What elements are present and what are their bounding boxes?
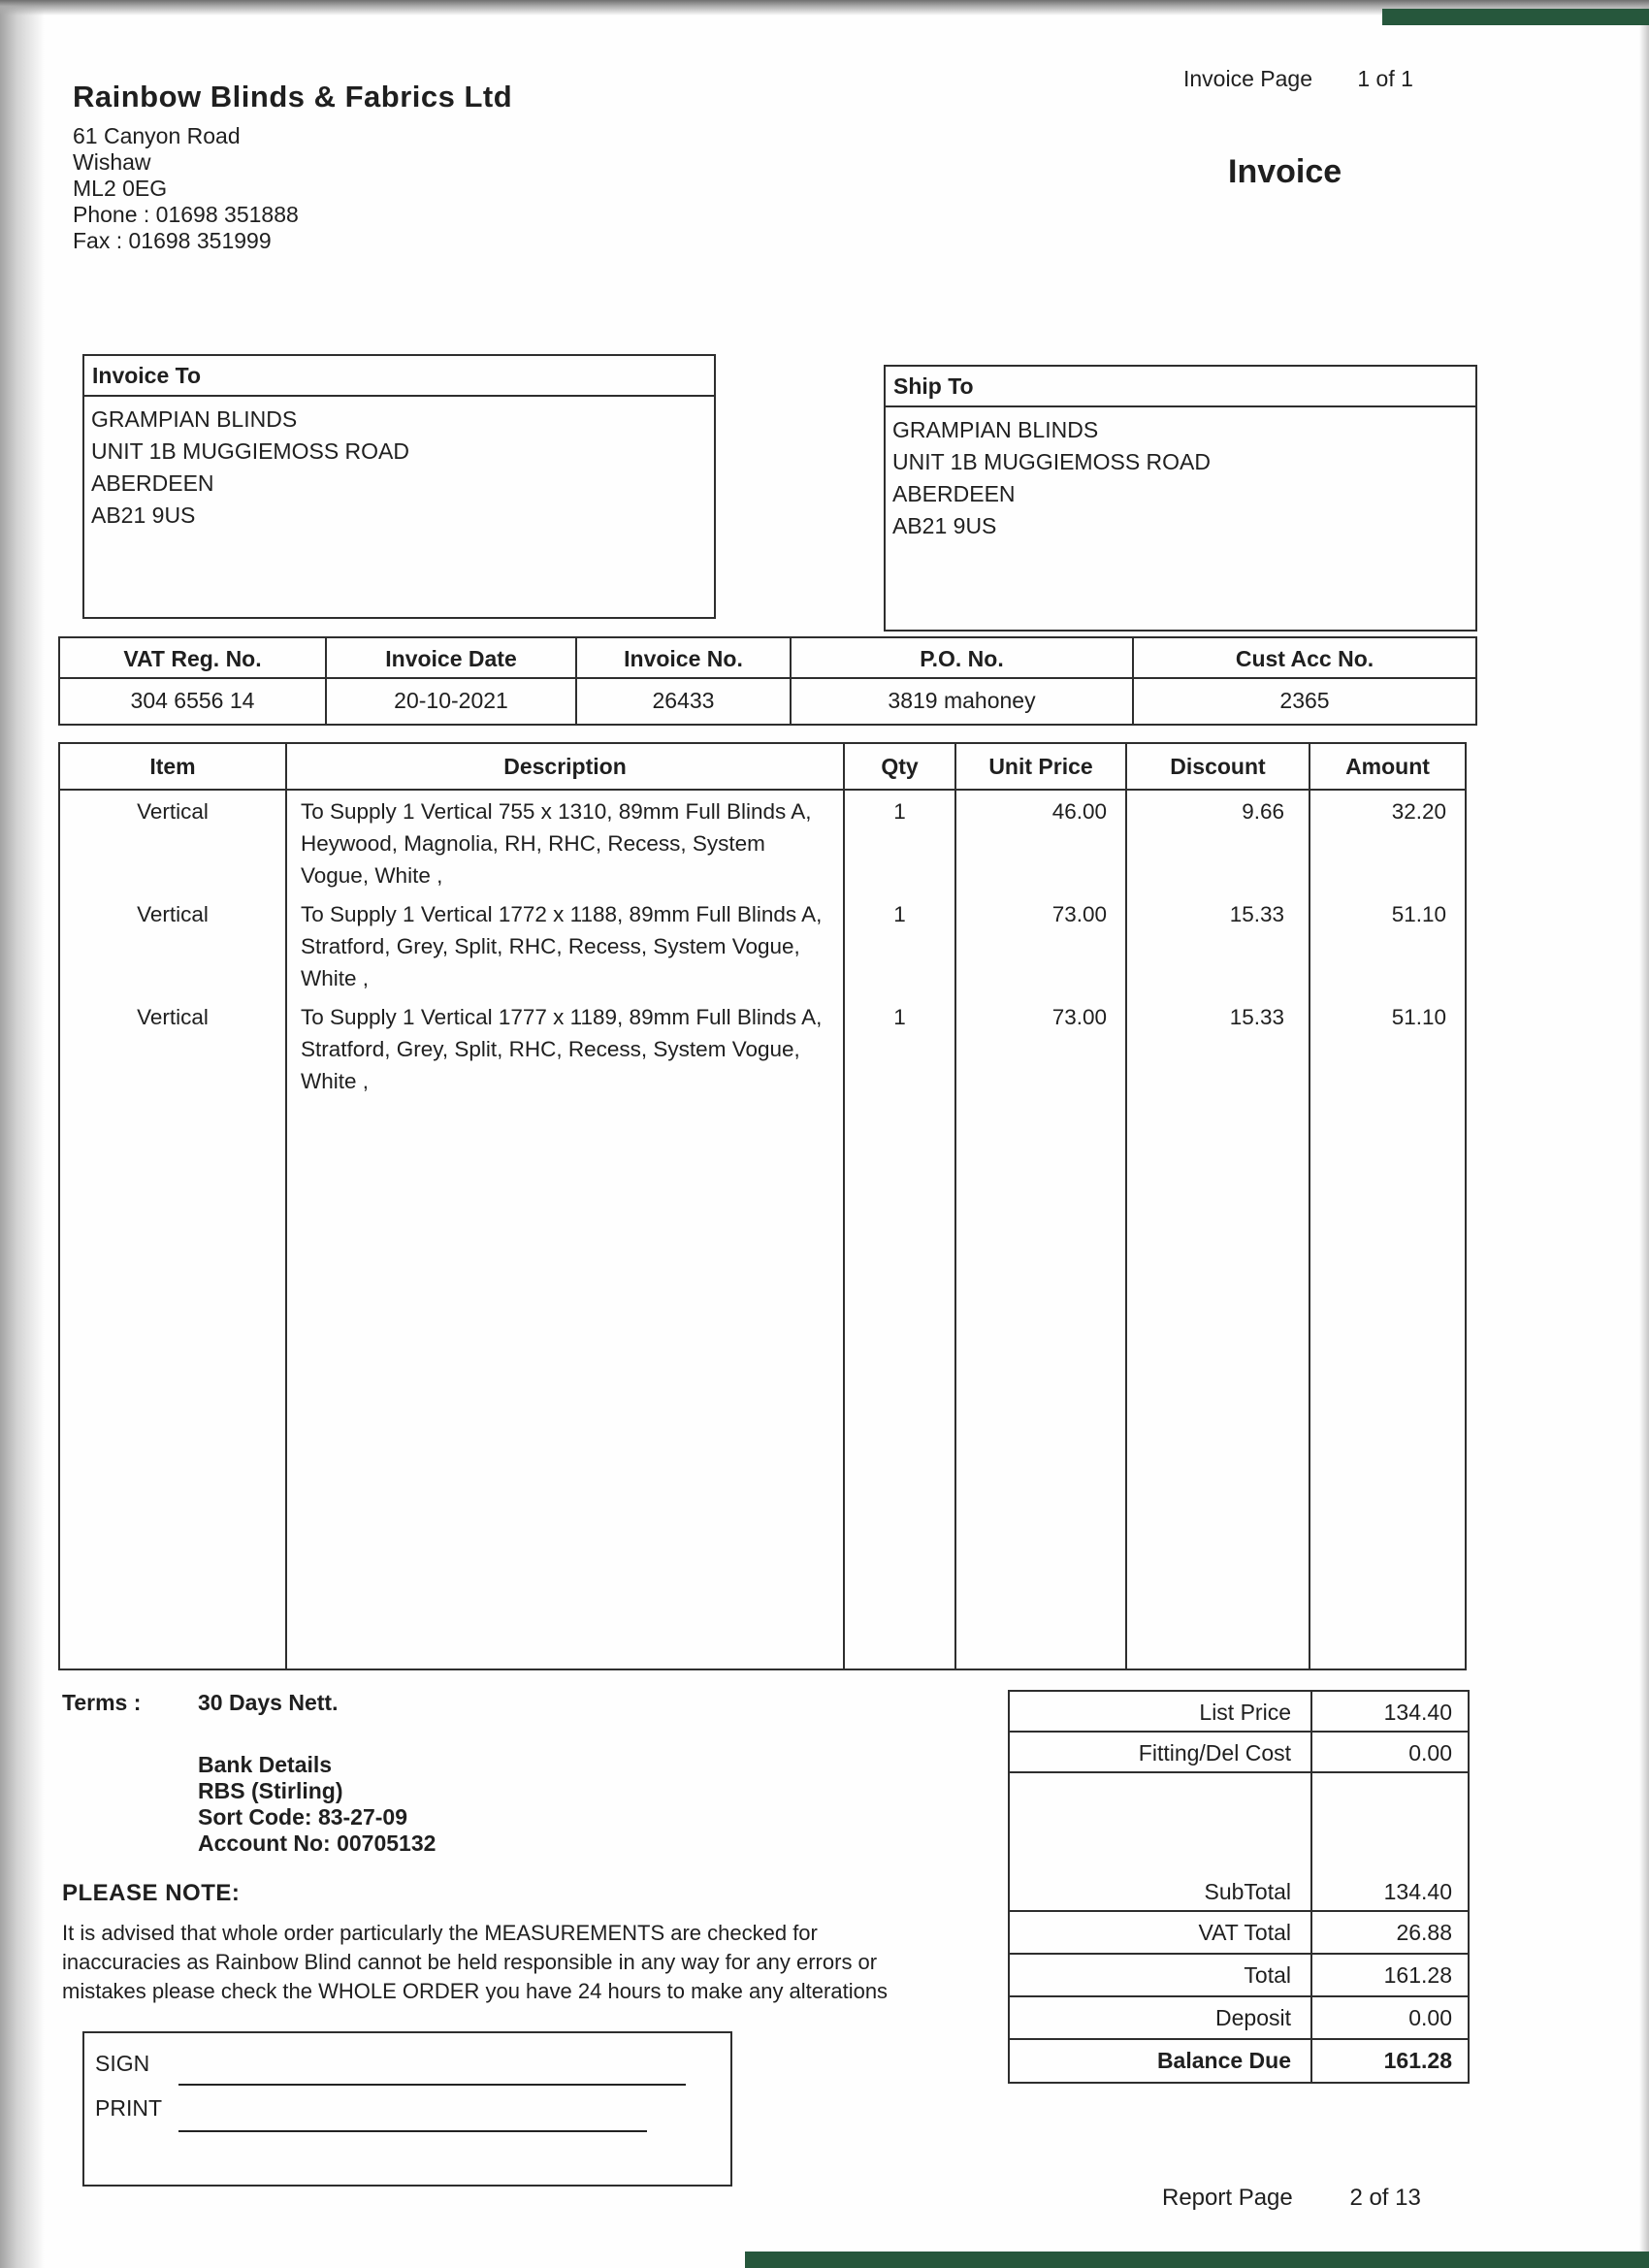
company-phone: Phone : 01698 351888 bbox=[73, 202, 299, 227]
bank-details-title: Bank Details bbox=[198, 1752, 333, 1777]
meta-header-invoice-no: Invoice No. bbox=[577, 638, 792, 679]
company-address-line: Wishaw bbox=[73, 149, 151, 175]
invoice-to-label: Invoice To bbox=[84, 356, 714, 397]
totals-value: 26.88 bbox=[1396, 1920, 1452, 1945]
sign-label: SIGN bbox=[95, 2051, 150, 2076]
report-page-label: Report Page bbox=[1162, 2185, 1293, 2211]
terms-value: 30 Days Nett. bbox=[198, 1690, 339, 1715]
totals-value: 0.00 bbox=[1408, 2005, 1452, 2030]
totals-label: Balance Due bbox=[1156, 2048, 1291, 2073]
item-unit-price-cell: 46.00 bbox=[956, 791, 1127, 893]
scan-edge-left bbox=[0, 0, 45, 2268]
terms-label: Terms : bbox=[62, 1690, 142, 1715]
ship-to-line: UNIT 1B MUGGIEMOSS ROAD bbox=[892, 449, 1212, 474]
totals-label: Deposit bbox=[1215, 2005, 1291, 2030]
items-header-amount: Amount bbox=[1345, 754, 1430, 779]
invoice-meta-table bbox=[58, 636, 1477, 726]
meta-value-invoice-date: 20-10-2021 bbox=[327, 679, 577, 724]
company-address-line: 61 Canyon Road bbox=[73, 123, 241, 148]
item-amount-cell: 51.10 bbox=[1391, 1005, 1446, 1029]
item-discount-cell: 15.33 bbox=[1127, 996, 1310, 1099]
totals-label: Fitting/Del Cost bbox=[1138, 1740, 1291, 1766]
meta-header-vat: VAT Reg. No. bbox=[60, 638, 327, 679]
invoice-page-indicator bbox=[1183, 66, 1413, 92]
item-unit-price-cell: 73.00 bbox=[956, 893, 1127, 996]
totals-value: 134.40 bbox=[1383, 1879, 1452, 1904]
items-header-discount: Discount bbox=[1127, 744, 1310, 789]
please-note-title: PLEASE NOTE: bbox=[62, 1880, 241, 1906]
company-fax: Fax : 01698 351999 bbox=[73, 228, 272, 253]
totals-value: 0.00 bbox=[1408, 1740, 1452, 1766]
meta-value-invoice-no: 26433 bbox=[577, 679, 792, 724]
invoice-to-address bbox=[84, 397, 714, 532]
meta-value-po-no: 3819 mahoney bbox=[792, 679, 1134, 724]
items-filler-cell bbox=[60, 1099, 287, 1669]
meta-header-invoice-date: Invoice Date bbox=[327, 638, 577, 679]
item-description-cell: To Supply 1 Vertical 1772 x 1188, 89mm Full Blinds A, Stratford, Grey, Split, RHC, Recess, System Vogue, White , bbox=[287, 893, 845, 996]
items-filler-cell bbox=[1310, 1099, 1465, 1669]
ship-to-label: Ship To bbox=[886, 367, 1475, 407]
totals-label: Total bbox=[1244, 1962, 1291, 1988]
print-label: PRINT bbox=[95, 2095, 162, 2121]
item-discount-cell: 15.33 bbox=[1127, 893, 1310, 996]
items-header-unit-price: Unit Price bbox=[956, 744, 1127, 789]
report-page-value: 2 of 13 bbox=[1349, 2185, 1421, 2211]
scanner-artifact-bottom-right bbox=[745, 2252, 1649, 2268]
totals-value: 161.28 bbox=[1383, 2048, 1452, 2073]
invoice-page-label: Invoice Page bbox=[1183, 66, 1312, 91]
totals-value: 161.28 bbox=[1383, 1962, 1452, 1988]
item-name-cell: Vertical bbox=[60, 791, 287, 893]
line-items-table bbox=[58, 742, 1467, 1670]
item-description-cell: To Supply 1 Vertical 1777 x 1189, 89mm Full Blinds A, Stratford, Grey, Split, RHC, Recess, System Vogue, White , bbox=[287, 996, 845, 1099]
report-page-indicator bbox=[1162, 2185, 1421, 2212]
ship-to-line: GRAMPIAN BLINDS bbox=[892, 417, 1099, 442]
meta-value-vat: 304 6556 14 bbox=[60, 679, 327, 724]
totals-row-fitting-del-cost bbox=[1010, 1733, 1468, 1773]
items-filler-cell bbox=[287, 1099, 845, 1669]
item-name-cell: Vertical bbox=[60, 996, 287, 1099]
bank-details-block bbox=[198, 1752, 436, 1857]
item-unit-price-cell: 73.00 bbox=[956, 996, 1127, 1099]
ship-to-line: AB21 9US bbox=[892, 513, 997, 538]
bank-details-line: RBS (Stirling) bbox=[198, 1778, 343, 1803]
invoice-to-line: GRAMPIAN BLINDS bbox=[91, 406, 298, 432]
items-header-qty: Qty bbox=[845, 744, 956, 789]
terms-row bbox=[62, 1690, 339, 1716]
meta-header-po-no: P.O. No. bbox=[792, 638, 1134, 679]
items-header-item: Item bbox=[60, 744, 287, 789]
ship-to-address bbox=[886, 407, 1475, 542]
totals-divider bbox=[1310, 1692, 1312, 2082]
totals-row-vat-total bbox=[1010, 1912, 1468, 1955]
scanner-artifact-top-right bbox=[1382, 9, 1649, 25]
items-filler-cell bbox=[1127, 1099, 1310, 1669]
items-header-description: Description bbox=[287, 744, 845, 789]
bank-details-line: Sort Code: 83-27-09 bbox=[198, 1804, 408, 1830]
totals-label: List Price bbox=[1199, 1700, 1291, 1725]
company-block bbox=[73, 80, 513, 254]
signature-box bbox=[82, 2031, 732, 2187]
company-address-line: ML2 0EG bbox=[73, 176, 168, 201]
totals-label: VAT Total bbox=[1198, 1920, 1291, 1945]
items-filler-cell bbox=[956, 1099, 1127, 1669]
bank-details-line: Account No: 00705132 bbox=[198, 1831, 436, 1856]
totals-box bbox=[1008, 1690, 1470, 2084]
totals-row-subtotal bbox=[1010, 1871, 1468, 1912]
item-amount-cell: 32.20 bbox=[1391, 799, 1446, 824]
item-discount-cell: 9.66 bbox=[1127, 791, 1310, 893]
meta-value-cust-acc: 2365 bbox=[1279, 688, 1330, 713]
print-line bbox=[178, 2130, 647, 2132]
scan-edge-right bbox=[1639, 0, 1649, 2268]
invoice-to-box bbox=[82, 354, 716, 619]
ship-to-box bbox=[884, 365, 1477, 632]
totals-row-total bbox=[1010, 1955, 1468, 1997]
document-title: Invoice bbox=[1228, 153, 1342, 190]
company-name: Rainbow Blinds & Fabrics Ltd bbox=[73, 80, 513, 113]
items-filler-cell bbox=[845, 1099, 956, 1669]
totals-label: SubTotal bbox=[1204, 1879, 1291, 1904]
invoice-to-line: UNIT 1B MUGGIEMOSS ROAD bbox=[91, 438, 410, 464]
item-qty-cell: 1 bbox=[845, 893, 956, 996]
item-name-cell: Vertical bbox=[60, 893, 287, 996]
totals-row-list-price bbox=[1010, 1692, 1468, 1733]
ship-to-line: ABERDEEN bbox=[892, 481, 1016, 506]
item-qty-cell: 1 bbox=[845, 996, 956, 1099]
sign-line bbox=[178, 2084, 686, 2086]
totals-spacer bbox=[1010, 1773, 1468, 1871]
totals-row-deposit bbox=[1010, 1997, 1468, 2040]
items-header-row bbox=[60, 744, 1465, 791]
invoice-to-line: ABERDEEN bbox=[91, 470, 214, 496]
invoice-page-value: 1 of 1 bbox=[1357, 66, 1413, 91]
item-amount-cell: 51.10 bbox=[1391, 902, 1446, 926]
invoice-to-line: AB21 9US bbox=[91, 502, 196, 528]
item-description-cell: To Supply 1 Vertical 755 x 1310, 89mm Full Blinds A, Heywood, Magnolia, RH, RHC, Recess, System Vogue, White , bbox=[287, 791, 845, 893]
totals-row-balance-due bbox=[1010, 2040, 1468, 2082]
meta-header-cust-acc: Cust Acc No. bbox=[1134, 638, 1475, 679]
totals-value: 134.40 bbox=[1383, 1700, 1452, 1725]
item-qty-cell: 1 bbox=[845, 791, 956, 893]
items-body bbox=[60, 791, 1465, 1669]
please-note-body: It is advised that whole order particularly the MEASUREMENTS are checked for inaccuracies as Rainbow Blind cannot be held responsible in any way for any errors or mistakes please check the WHOLE ORDER you have 24 hours to make any alterations bbox=[62, 1921, 889, 2003]
